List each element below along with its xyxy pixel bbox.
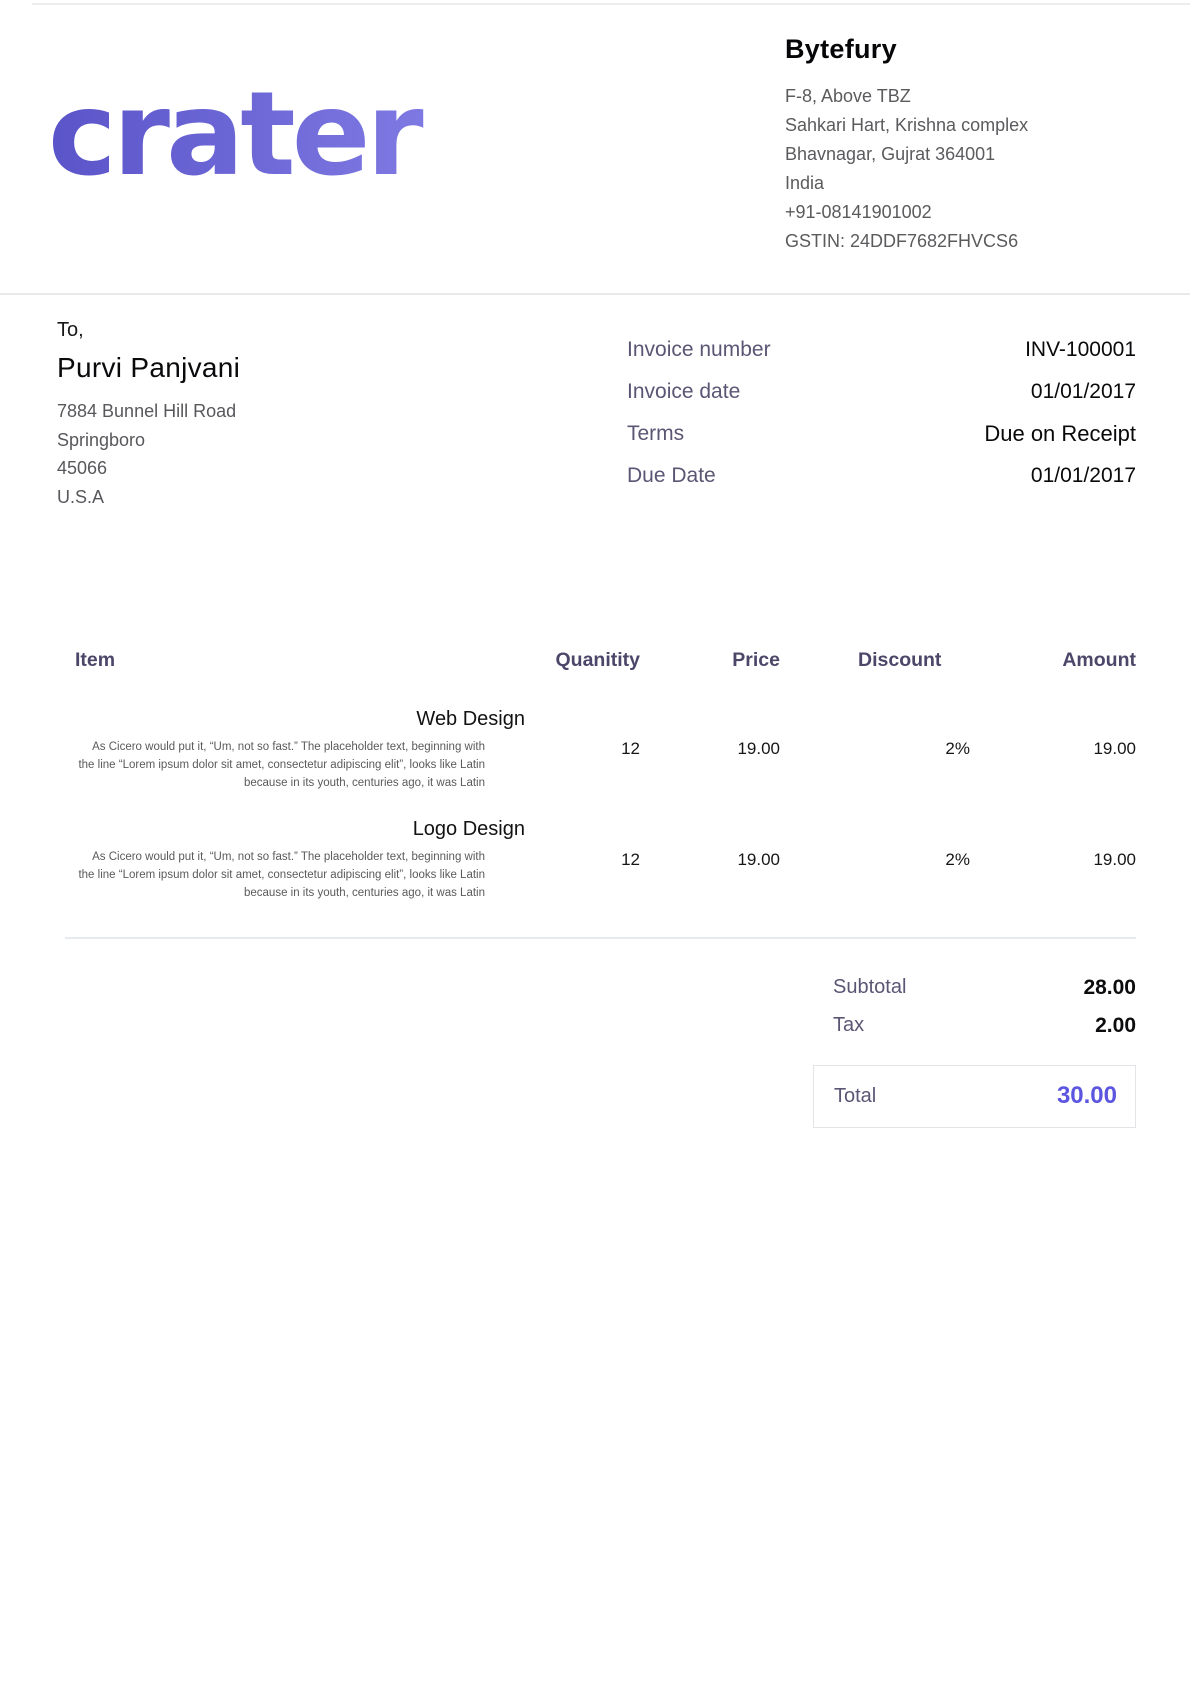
crater-logo-text: crater: [48, 70, 420, 202]
tax-label: Tax: [833, 1014, 865, 1037]
customer-address-line: U.S.A: [57, 486, 105, 507]
subtotal-label: Subtotal: [833, 976, 907, 999]
company-address-line: F-8, Above TBZ: [785, 86, 911, 106]
customer-address-line: 7884 Bunnel Hill Road: [57, 401, 237, 421]
company-address-line: Sahkari Hart, Krishna complex: [785, 115, 1029, 135]
company-info: [785, 30, 1190, 256]
invoice-meta: [627, 329, 1136, 511]
items-table-header-row: [65, 649, 1136, 694]
tax-row: [813, 1007, 1136, 1045]
item-discount: 2%: [945, 849, 970, 869]
total-box: [813, 1065, 1136, 1128]
company-gstin: GSTIN: 24DDF7682FHVCS6: [785, 231, 1019, 251]
invoice-number-value: INV-100001: [1025, 338, 1136, 361]
customer-address-line: Springboro: [57, 429, 146, 450]
invoice-date-value: 01/01/2017: [1030, 380, 1136, 403]
invoice-date-row: [627, 371, 1136, 413]
total-value: 30.00: [1056, 1082, 1117, 1110]
items-table: [65, 649, 1136, 915]
item-price: 19.00: [737, 739, 780, 759]
column-header-price: Price: [732, 649, 780, 671]
item-row-web-design: [65, 694, 1136, 804]
items-table-divider: [65, 937, 1136, 939]
bill-to-block: [57, 317, 240, 511]
terms-value: Due on Receipt: [984, 421, 1136, 446]
invoice-date-label: Invoice date: [627, 380, 741, 403]
item-discount: 2%: [945, 739, 970, 759]
subtotal-value: 28.00: [1083, 975, 1136, 999]
item-amount: 19.00: [1093, 849, 1136, 869]
billing-section: [0, 295, 1190, 511]
item-name: Web Design: [416, 708, 525, 730]
item-price: 19.00: [737, 849, 780, 869]
invoice-number-row: [627, 329, 1136, 371]
column-header-quantity: Quanitity: [555, 649, 640, 671]
due-date-value: 01/01/2017: [1030, 464, 1136, 487]
item-row-logo-design: [65, 804, 1136, 914]
totals-section: [813, 969, 1136, 1128]
column-header-amount: Amount: [1062, 649, 1136, 671]
item-amount: 19.00: [1093, 739, 1136, 759]
crater-logo: [48, 70, 493, 207]
item-description: As Cicero would put it, “Um, not so fast.” The placeholder text, beginning with the line “Lorem ipsum dolor sit amet, consectetur adipiscing elit”, looks like Latin because in its youth, centuries ago, it was Latin: [78, 741, 485, 789]
due-date-row: [627, 455, 1136, 497]
item-description: As Cicero would put it, “Um, not so fast.” The placeholder text, beginning with the line “Lorem ipsum dolor sit amet, consectetur adipiscing elit”, looks like Latin because in its youth, centuries ago, it was Latin: [78, 851, 485, 899]
company-phone: +91-08141901002: [785, 202, 932, 222]
column-header-discount: Discount: [858, 649, 942, 671]
company-address-line: Bhavnagar, Gujrat 364001: [785, 144, 996, 164]
item-quantity: 12: [621, 739, 640, 759]
terms-label: Terms: [627, 422, 685, 445]
crater-logo-image: [48, 70, 493, 202]
terms-row: [627, 413, 1136, 455]
due-date-label: Due Date: [627, 464, 716, 487]
page-top-edge: [32, 3, 1190, 5]
total-label: Total: [834, 1084, 877, 1107]
column-header-item: Item: [75, 649, 116, 671]
company-address-line: India: [785, 173, 825, 193]
item-quantity: 12: [621, 849, 640, 869]
customer-address-line: 45066: [57, 458, 108, 478]
tax-value: 2.00: [1095, 1013, 1136, 1037]
to-label: To,: [57, 319, 84, 341]
invoice-header: [0, 0, 1190, 295]
company-name: Bytefury: [785, 34, 897, 64]
item-name: Logo Design: [412, 818, 525, 841]
invoice-number-label: Invoice number: [627, 338, 771, 361]
subtotal-row: [813, 969, 1136, 1007]
customer-name: Purvi Panjvani: [57, 352, 241, 383]
